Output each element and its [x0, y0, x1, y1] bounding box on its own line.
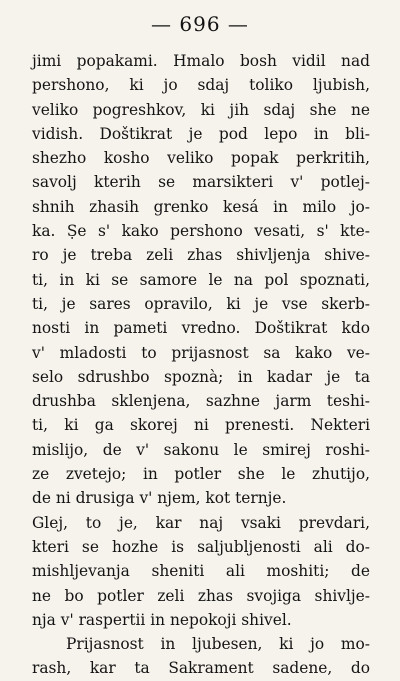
text-line: ti, je sares opravilo, ki je vse skerb-	[32, 294, 370, 313]
text-line: jimi popakami. Hmalo bosh vidil nad	[32, 52, 370, 70]
text-line: mishljevanja sheniti ali moshiti; de	[32, 562, 370, 581]
text-line: mislijo, de v' sakonu le smirej roshi-	[32, 440, 370, 459]
text-line: kteri se hozhe is saljubljenosti ali do-	[32, 537, 370, 556]
text-line: rash, kar ta Sakrament sadene, do	[32, 659, 370, 678]
text-line: ti, ki ga skorej ni prenesti. Nekteri	[32, 416, 370, 435]
text-line: de ni drusiga v' njem, kot ternje.	[32, 489, 287, 508]
text-line: shnih zhasih grenko kesá in milo jo-	[32, 197, 370, 216]
text-line: ze zvetejo; in potler she le zhutijo,	[32, 465, 370, 484]
text-line: savolj kterih se marsikteri v' potlej-	[32, 173, 370, 192]
text-line: selo sdrushbo spoznà; in kadar je ta	[32, 367, 370, 386]
text-line: drushba sklenjena, sazhne jarm teshi-	[32, 392, 370, 411]
page-number: — 696 —	[151, 12, 249, 36]
text-line: veliko pogreshkov, ki jih sdaj she ne	[32, 100, 370, 119]
text-line: ka. Ṣe s' kako pershono vesati, s' kte-	[32, 222, 370, 241]
text-line: nja v' raspertii in nepokoji shivel.	[32, 610, 292, 629]
text-line: v' mladosti to prijasnost sa kako ve-	[32, 343, 370, 362]
body-text	[32, 49, 370, 681]
text-line: nosti in pameti vredno. Doštikrat kdo	[32, 319, 370, 338]
text-line: shezho kosho veliko popak perkritih,	[32, 149, 370, 168]
text-line: ti, in ki se samore le na pol spoznati,	[32, 270, 370, 289]
text-line: pershono, ki jo sdaj toliko ljubish,	[32, 76, 370, 95]
text-line: vidish. Doštikrat je pod lepo in bli-	[32, 124, 370, 143]
text-line: ne bo potler zeli zhas svojiga shivlje-	[32, 586, 370, 605]
text-line: ro je treba zeli zhas shivljenja shive-	[32, 246, 370, 265]
text-line: Prijasnost in ljubesen, ki jo mo-	[66, 635, 370, 654]
text-line: Glej, to je, kar naj vsaki prevdari,	[32, 513, 370, 532]
